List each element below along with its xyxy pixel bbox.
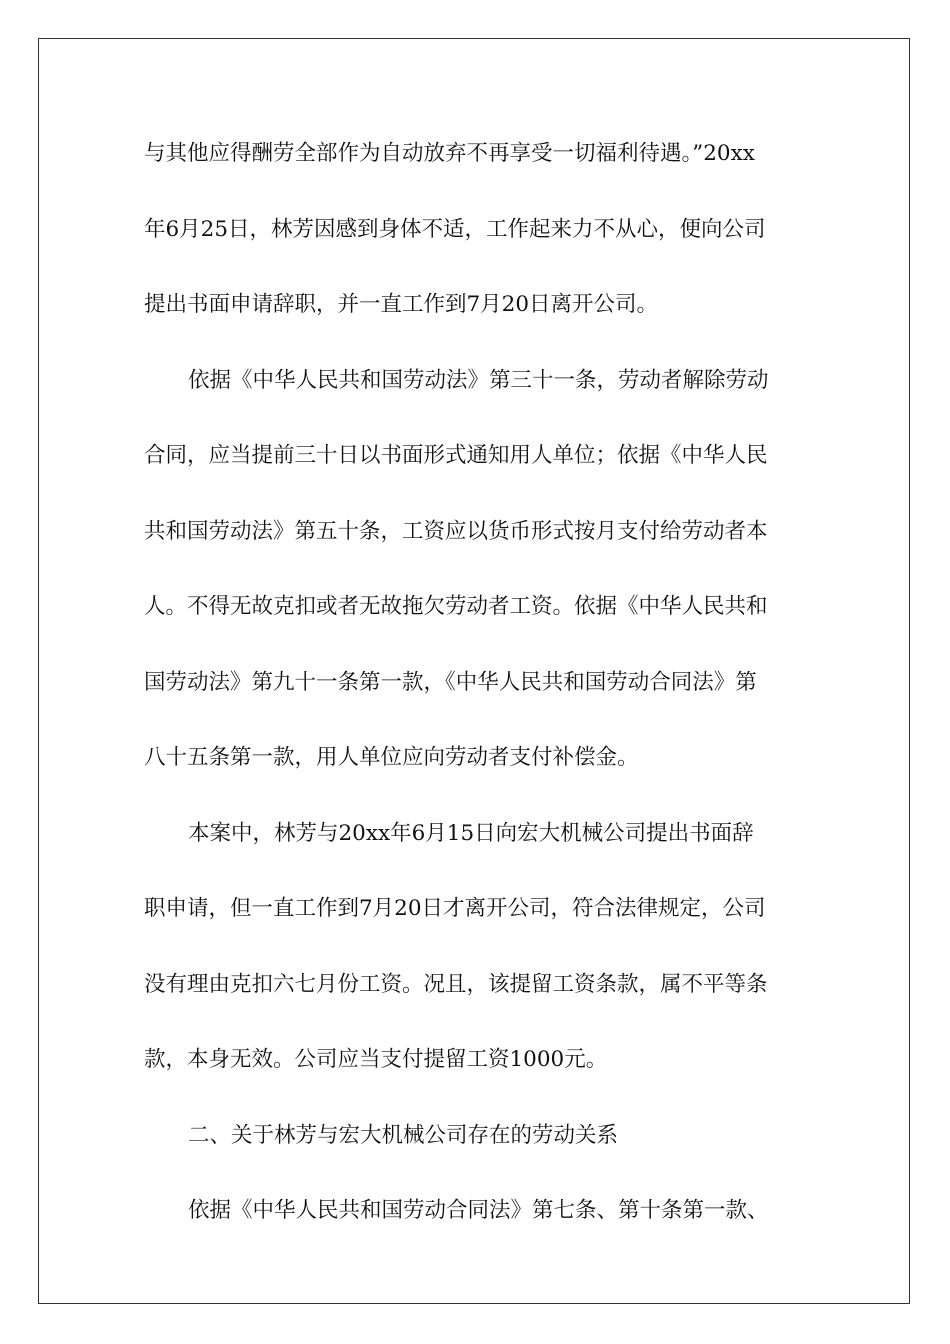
text-line: 没有理由克扣六七月份工资。况且，该提留工资条款，属不平等条: [144, 971, 768, 997]
text-line: 国劳动法》第九十一条第一款，《中华人民共和国劳动合同法》第: [144, 669, 757, 695]
text-line: 人。不得无故克扣或者无故拖欠劳动者工资。依据《中华人民共和: [144, 594, 768, 619]
paragraph-start-line: 本案中，林芳与20xx年6月15日向宏大机械公司提出书面辞: [188, 820, 754, 846]
text-line: 共和国劳动法》第五十条，工资应以货币形式按月支付给劳动者本: [144, 518, 768, 544]
section-heading: 二、关于林芳与宏大机械公司存在的劳动关系: [188, 1122, 619, 1148]
text-line: 职申请，但一直工作到7月20日才离开公司，符合法律规定，公司: [144, 896, 766, 921]
text-line: 八十五条第一款，用人单位应向劳动者支付补偿金。: [144, 745, 639, 770]
text-line: 款，本身无效。公司应当支付提留工资1000元。: [144, 1047, 608, 1072]
text-line: 合同，应当提前三十日以书面形式通知用人单位；依据《中华人民: [144, 443, 768, 468]
paragraph-start-line: 依据《中华人民共和国劳动法》第三十一条，劳动者解除劳动: [188, 367, 769, 393]
text-line: 年6月25日，林芳因感到身体不适，工作起来力不从心，便向公司: [144, 216, 766, 242]
text-line: 与其他应得酬劳全部作为自动放弃不再享受一切福利待遇。”20xx: [144, 141, 755, 166]
text-line: 提出书面申请辞职，并一直工作到7月20日离开公司。: [144, 292, 659, 317]
document-body: [144, 138, 800, 1271]
paragraph-start-line: 依据《中华人民共和国劳动合同法》第七条、第十条第一款、: [188, 1198, 769, 1223]
